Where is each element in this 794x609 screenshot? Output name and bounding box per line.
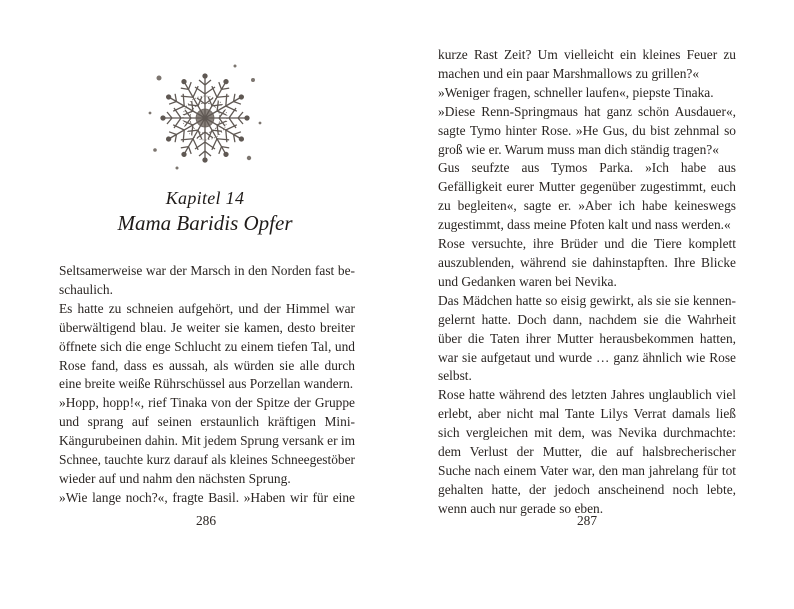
paragraph: »Wie lange noch?«, fragte Basil. »Haben wir für eine — [59, 489, 355, 505]
page-number: 287 — [576, 513, 598, 528]
page-number: 286 — [195, 513, 217, 528]
paragraph: Seltsamerweise war der Marsch in den Norden fast beschaulich. — [59, 263, 355, 297]
chapter-title: Mama Baridis Opfer — [117, 211, 293, 235]
left-body-text — [59, 262, 355, 508]
chapter-label: Kapitel 14 — [165, 188, 245, 208]
paragraph: »Hopp, hopp!«, rief Tinaka von der Spitze der Gruppe und sprang auf seinen erstaunlich kräftigen Mini-Kängurubeinen dahin. Mit jedem Sprung versank er im Schnee, tauchte kurz darauf als kleines Schneegestöber wieder auf und nahm den nächsten Sprung. — [59, 395, 356, 486]
paragraph: Das Mädchen hatte so eisig gewirkt, als sie sie kennengelernt hatte. Doch dann, nachdem sie die Wahrheit über die Taten ihrer Mutter herausbekommen hatten, war sie aufgetaut und wurde … ganz ähnlich wie Rose selbst. — [438, 292, 736, 384]
paragraph: »Diese Renn-Springmaus hat ganz schön Ausdauer«, sagte Tymo hinter Rose. »He Gus, du bist zehnmal so groß wie er. Warum muss man dich ständig tragen?« — [438, 103, 736, 157]
paragraph: Gus seufzte aus Tymos Parka. »Ich habe aus Gefälligkeit eurer Mutter gegenüber zugestimmt, euch zu begleiten«, sagte er. »Aber ich habe keineswegs zugestimmt, dass meine Pfoten kalt und nass werden.« — [438, 160, 736, 233]
paragraph: kurze Rast Zeit? Um vielleicht ein kleines Feuer zu machen und ein paar Marshmallows zu grillen?« — [438, 47, 736, 81]
paragraph: »Weniger fragen, schneller laufen«, piepste Tinaka. — [438, 84, 714, 100]
right-body-text — [438, 46, 736, 519]
paragraph: Es hatte zu schneien aufgehört, und der Himmel war überwältigend blau. Je weiter sie kamen, desto breiter öffnete sich die enge Schlucht zu einem tiefen Tal, und Rose fand, dass es aussah, als würden sie alle durch eine breite weiße Rührschüssel aus Porzellan wandern. — [59, 300, 355, 392]
snowflake-ornament-icon — [145, 58, 265, 178]
paragraph: Rose hatte während des letzten Jahres unglaublich viel erlebt, aber nicht mal Tante Lilys Verrat damals ließ sich vergleichen mit dem, was Nevika durchmachte: dem Verlust der Mutter, die auf halsbrecherischer Suche nach einem Vater war, den man jahrelang für tot gehalten hatte, der jedoch anscheinend noch lebte, wenn auch nur gerade so eben. — [438, 387, 736, 516]
paragraph: Rose versuchte, ihre Brüder und die Tiere komplett auszublenden, während sie dahinstapften. Ihre Blicke und Gedanken waren bei Nevika. — [438, 236, 736, 289]
